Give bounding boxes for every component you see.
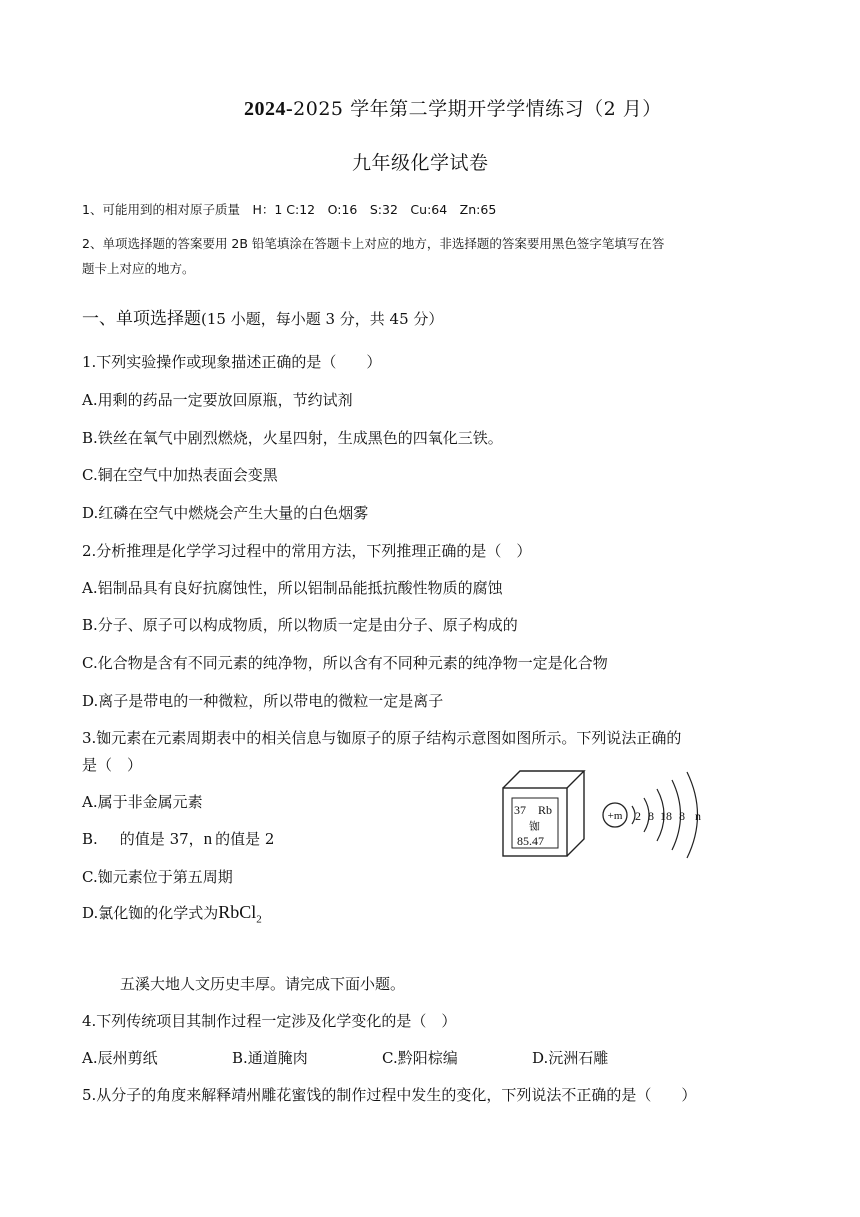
q3-option-b-n: n [203,829,213,848]
q3-option-d [82,902,262,926]
note-answer-instructions-line1: 2、单项选择题的答案要用 2B 铅笔填涂在答题卡上对应的地方，非选择题的答案要用黑色签字笔填写在答 [82,236,665,251]
note-atomic-masses: 1、可能用到的相对原子质量 H：1 C:12 O:16 S:32 Cu:64 Zn:65 [82,202,497,217]
shell-electrons-2: 8 [648,809,654,823]
q3-option-b-text2: 的值是 2 [215,830,275,848]
shell-electrons-5: n [695,809,701,823]
q3-stem-line2: 是（ ） [82,756,143,774]
exam-title [244,94,662,121]
q3-option-d-text: D.氯化铷的化学式为 [82,904,219,922]
q4-option-c: C.黔阳棕编 [382,1049,458,1067]
q1-option-d: D.红磷在空气中燃烧会产生大量的白色烟雾 [82,504,369,522]
passage-intro: 五溪大地人文历史丰厚。请完成下面小题。 [120,975,406,993]
q1-option-b: B.铁丝在氧气中剧烈燃烧，火星四射，生成黑色的四氧化三铁。 [82,429,503,447]
section-detail: (15 小题，每小题 3 分，共 45 分） [201,310,444,328]
q3-option-a: A.属于非金属元素 [82,793,203,811]
q3-stem-line1: 3.铷元素在元素周期表中的相关信息与铷原子的原子结构示意图如图所示。下列说法正确的 [82,729,682,747]
rubidium-atom-structure-figure [598,764,716,864]
rbcl2-formula: RbCl$_2$ [218,902,262,926]
element-symbol: Rb [538,803,553,817]
q4-stem: 4.下列传统项目其制作过程一定涉及化学变化的是（ ） [82,1012,457,1030]
q1-option-c: C.铜在空气中加热表面会变黑 [82,466,278,484]
element-atomic-number: 37 [514,803,526,817]
q5-stem: 5.从分子的角度来解释靖州雕花蜜饯的制作过程中发生的变化，下列说法不正确的是（ ） [82,1086,697,1104]
q4-option-b: B.通道腌肉 [232,1049,308,1067]
section-title: 一、单项选择题 [82,309,201,329]
q3-option-b-label: B. [82,830,98,848]
exam-title-year: 2024- [244,98,294,120]
exam-subtitle: 九年级化学试卷 [352,152,489,174]
rubidium-element-cell-figure [500,768,590,860]
q3-option-b [82,828,274,849]
nucleus-charge: +m [607,810,623,822]
q2-stem: 2.分析推理是化学学习过程中的常用方法，下列推理正确的是（ ） [82,542,532,560]
q2-option-b: B.分子、原子可以构成物质，所以物质一定是由分子、原子构成的 [82,616,518,634]
exam-title-rest: 2025 学年第二学期开学学情练习（2 月） [293,98,662,120]
element-atomic-mass: 85.47 [517,834,544,848]
note-answer-instructions-line2: 题卡上对应的地方。 [82,261,195,276]
q2-option-d: D.离子是带电的一种微粒，所以带电的微粒一定是离子 [82,692,444,710]
q2-option-c: C.化合物是含有不同元素的纯净物，所以含有不同种元素的纯净物一定是化合物 [82,654,608,672]
q3-option-b-text1: 的值是 37， [119,830,204,848]
section-heading [82,304,443,329]
q3-option-c: C.铷元素位于第五周期 [82,868,233,886]
q4-option-d: D.沅洲石雕 [532,1049,609,1067]
q4-option-a: A.辰州剪纸 [82,1049,158,1067]
q1-option-a: A.用剩的药品一定要放回原瓶，节约试剂 [82,391,353,409]
shell-electrons-4: 8 [679,809,685,823]
q1-stem: 1.下列实验操作或现象描述正确的是（ ） [82,353,382,371]
q2-option-a: A.铝制品具有良好抗腐蚀性，所以铝制品能抵抗酸性物质的腐蚀 [82,579,503,597]
element-chinese-name: 铷 [529,820,540,833]
shell-electrons-1: 2 [635,809,641,823]
shell-electrons-3: 18 [660,809,672,823]
